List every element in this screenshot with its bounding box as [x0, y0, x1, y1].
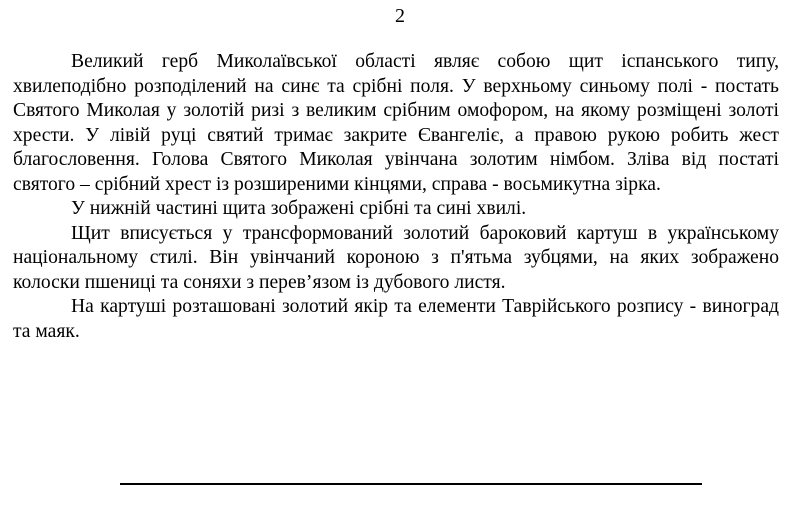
- paragraph-cartouche-elements: На картуші розташовані золотий якір та елементи Таврійського розпису - виноград та маяк.: [13, 296, 779, 342]
- page-number: 2: [395, 5, 405, 27]
- document-body: [13, 50, 779, 344]
- paragraph-coat-of-arms-description: Великий герб Миколаївської області являє собою щит іспанського типу, хвилеподібно розподілений на синє та срібні поля. У верхньому синьому полі - постать Святого Миколая у золотій ризі з великим срібним омофором, на якому розміщені золоті хрести. У лівій руці святий тримає закрите Євангеліє, а правою рукою робить жест благословення. Голова Святого Миколая увінчана золотим німбом. Зліва від постаті святого – срібний хрест із розширеними кінцями, справа - восьмикутна зірка.: [13, 51, 779, 195]
- paragraph-shield-bottom: У нижній частині щита зображені срібні та сині хвилі.: [71, 198, 527, 219]
- footer-divider-line: [120, 483, 702, 485]
- paragraph-cartouche: Щит вписується у трансформований золотий бароковий картуш в українському національному стилі. Він увінчаний короною з п'ятьма зубцями, на яких зображено колоски пшениці та соняхи з перев’язом із дубового листя.: [13, 222, 779, 293]
